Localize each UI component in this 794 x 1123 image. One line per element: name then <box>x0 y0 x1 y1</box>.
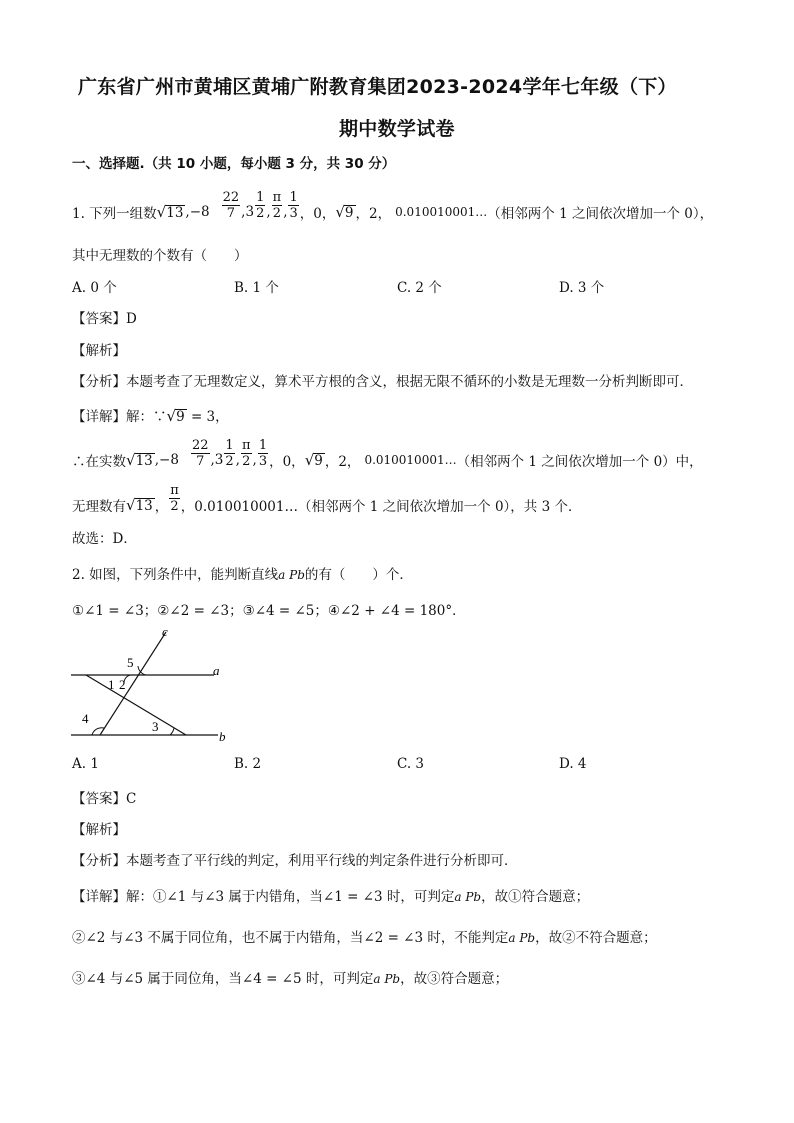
q1-three: ,3 <box>241 204 255 220</box>
q2-conditions: ①∠1 = ∠3；②∠2 = ∠3；③∠4 = ∠5；④∠2 + ∠4 = 180°． <box>72 603 466 619</box>
q2-detail-1: 【详解】解：①∠1 与∠3 属于内错角，当∠1 = ∠3 时，可判定a Pb，故①符合题意； <box>72 889 590 905</box>
label-2: 2 <box>119 677 126 692</box>
q2-option-d: D. 4 <box>559 756 587 772</box>
q2-option-c: C. 3 <box>397 756 425 772</box>
q2-detail-2: ②∠2 与∠3 不属于同位角，也不属于内错角，当∠2 = ∠3 时，不能判定a Pb，故②不符合题意； <box>72 930 657 946</box>
q1-option-c: C. 2 个 <box>397 280 442 296</box>
q1-choose: 故选：D． <box>72 531 137 547</box>
q2-answer: 【答案】C <box>72 791 137 807</box>
q1-prefix: 1. 下列一组数 <box>72 206 157 222</box>
section-heading: 一、选择题.（共 10 小题，每小题 3 分，共 30 分） <box>72 156 396 172</box>
page-title: 广东省广州市黄埔区黄埔广附教育集团2023-2024学年七年级（下） <box>78 76 677 98</box>
q1-answer: 【答案】D <box>72 311 137 327</box>
q1-frac-22-7: $\frac{22}{7}$ <box>222 189 240 221</box>
q2-analysis-tag: 【解析】 <box>72 822 126 838</box>
q1-zero: ，0， <box>299 206 336 222</box>
q1-note: （相邻两个 1 之间依次增加一个 0）， <box>487 206 714 222</box>
q1-option-a: A. 0 个 <box>72 280 117 296</box>
q1-line2: 其中无理数的个数有（ ） <box>72 248 248 264</box>
label-b: b <box>219 729 226 744</box>
q1-detail: 【详解】解：∵√9 = 3， <box>72 407 229 425</box>
q1-sqrt13: √13 <box>156 203 184 221</box>
q1-frac-1-3: $\frac{1}{3}$ <box>289 189 298 221</box>
q1-stem: 1. 下列一组数 √13 ,−8 $\frac{22}{7}$ ,3 $\frac{1}{2}$ , $\frac{\pi}{2}$ , $\frac{1}{3}$ ，0， √9 ，2， 0.010010001… （相邻两个 1 之间依次增加一个 0）， <box>72 189 714 222</box>
q2-fenxi: 【分析】本题考查了平行线的判定，利用平行线的判定条件进行分析即可． <box>72 853 518 869</box>
q1-option-d: D. 3 个 <box>559 280 605 296</box>
q1-line-d: 无理数有 √13 ， $\frac{\pi}{2}$ ，0.010010001…（相邻两个 1 之间依次增加一个 0），共 3 个． <box>72 482 582 515</box>
q1-analysis-tag: 【解析】 <box>72 343 126 359</box>
q2-option-a: A. 1 <box>72 756 99 772</box>
q2-option-b: B. 2 <box>234 756 262 772</box>
q1-option-b: B. 1 个 <box>234 280 279 296</box>
label-c: c <box>162 624 168 639</box>
label-a: a <box>213 663 220 678</box>
q1-decimal: 0.010010001… <box>395 205 488 219</box>
arc-3 <box>170 728 174 735</box>
q2-stem: 2. 如图，下列条件中，能判断直线a Pb的有（ ）个． <box>72 567 413 583</box>
q1-sqrt9: √9 <box>335 203 354 221</box>
label-3: 3 <box>152 719 159 734</box>
label-4: 4 <box>82 711 89 726</box>
transversal <box>86 675 186 735</box>
q1-frac-1-2: $\frac{1}{2}$ <box>256 189 265 221</box>
q1-fenxi: 【分析】本题考查了无理数定义，算术平方根的含义，根据无限不循环的小数是无理数一分析判断即可． <box>72 374 693 390</box>
label-5: 5 <box>127 655 134 670</box>
label-1: 1 <box>108 677 115 692</box>
page-subtitle: 期中数学试卷 <box>339 118 455 140</box>
q1-neg8: ,−8 <box>185 204 210 220</box>
q2-figure <box>66 622 246 752</box>
q1-line-c: ∴在实数 √13 ,−8 $\frac{22}{7}$ ,3 $\frac{1}{2}$ , $\frac{\pi}{2}$ , $\frac{1}{3}$ ，0， √9 ，2， 0.010010001… （相邻两个 1 之间依次增加一个 0）中， <box>72 437 703 470</box>
q2-detail-3: ③∠4 与∠5 属于同位角，当∠4 = ∠5 时，可判定a Pb，故③符合题意； <box>72 971 509 987</box>
q1-two: ，2， <box>355 206 392 222</box>
q1-frac-pi-2: $\frac{\pi}{2}$ <box>272 189 282 221</box>
